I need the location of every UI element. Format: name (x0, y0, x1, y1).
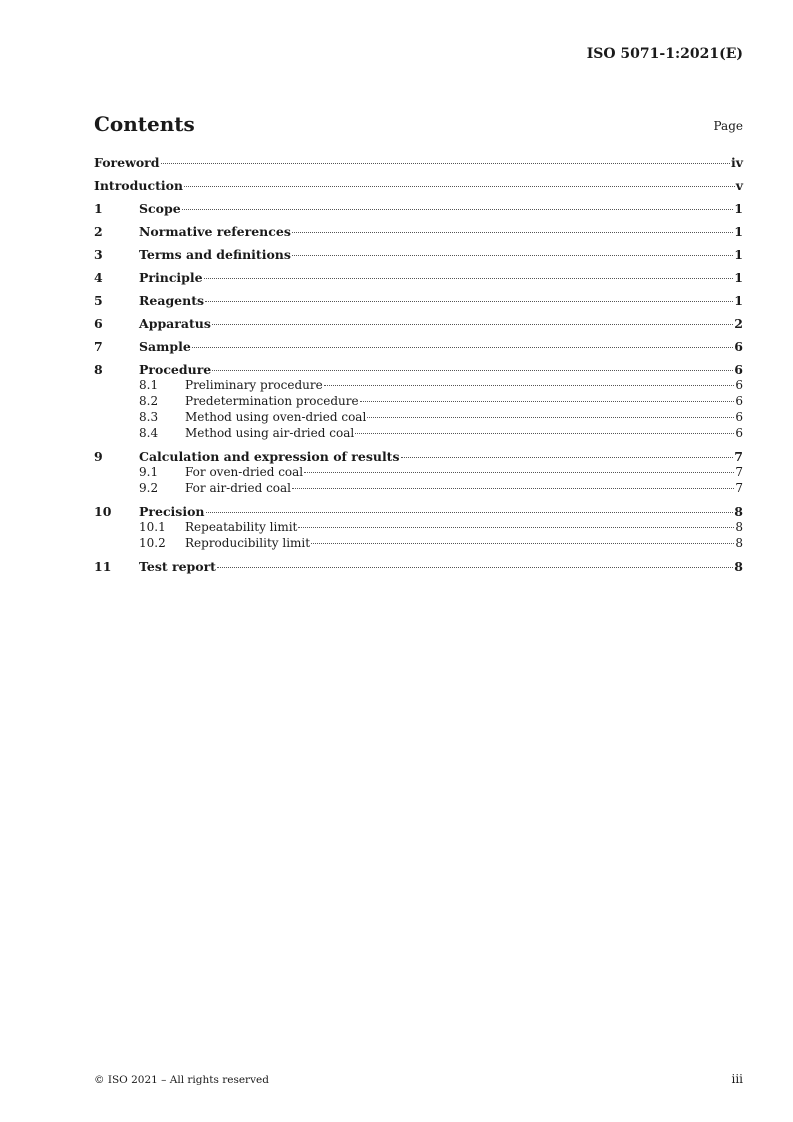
toc-subentry-title: For air-dried coal (185, 481, 292, 495)
toc-subentry[interactable] (94, 480, 743, 496)
toc-entry-number: 1 (94, 201, 103, 216)
toc-entry-number: 7 (94, 339, 103, 354)
toc-subentry-title: Method using air-dried coal (185, 426, 355, 440)
toc-entry-title: Reagents (139, 293, 205, 308)
toc-subentry-number: 9.2 (139, 481, 159, 495)
toc-dot-leader (355, 433, 734, 434)
toc-subentry-page: 6 (735, 378, 743, 392)
toc-entry-page: 8 (734, 559, 743, 574)
toc-entry-page: 1 (734, 293, 743, 308)
toc-subentry-number: 10.1 (139, 520, 166, 534)
toc-entry[interactable] (94, 316, 743, 331)
toc-entry-title: Test report (139, 559, 216, 574)
toc-subentry-title: For oven-dried coal (185, 465, 304, 479)
toc-subentry-title: Method using oven-dried coal (185, 410, 367, 424)
toc-subentry-number: 8.4 (139, 426, 159, 440)
toc-subentry[interactable] (94, 535, 743, 551)
toc-subentry-number: 9.1 (139, 465, 159, 479)
toc-entry-number: 4 (94, 270, 103, 285)
toc-entry-number: 3 (94, 247, 103, 262)
toc-entry-number: 2 (94, 224, 103, 239)
toc-entry[interactable] (94, 224, 743, 239)
toc-subentry[interactable] (94, 425, 743, 441)
toc-entry-title: Precision (139, 504, 205, 519)
toc-entry-page: 6 (734, 362, 743, 377)
toc-dot-leader (161, 163, 730, 164)
toc-dot-leader (212, 370, 733, 371)
toc-entry-title: Terms and definitions (139, 247, 291, 262)
toc-subentry-page: 6 (735, 410, 743, 424)
toc-subentry[interactable] (94, 409, 743, 425)
toc-subentry-number: 10.2 (139, 536, 166, 550)
toc-dot-leader (367, 417, 734, 418)
toc-dot-leader (217, 567, 733, 568)
toc-entry-page: 1 (734, 270, 743, 285)
toc-entry-number: 9 (94, 449, 103, 464)
toc-dot-leader (204, 278, 734, 279)
toc-dot-leader (311, 543, 734, 544)
toc-entry-page: 1 (734, 201, 743, 216)
toc-subentry[interactable] (94, 464, 743, 480)
toc-entry-number: 11 (94, 559, 112, 574)
toc-entry-page: 2 (734, 316, 743, 331)
toc-entry-title: Calculation and expression of results (139, 449, 400, 464)
toc-entry-page: v (735, 178, 743, 193)
toc-entry[interactable] (94, 449, 743, 464)
toc-entry[interactable] (94, 559, 743, 574)
toc-entry-number: 6 (94, 316, 103, 331)
toc-entry-number: 5 (94, 293, 103, 308)
toc-dot-leader (304, 472, 734, 473)
toc-entry-title: Foreword (94, 155, 160, 170)
toc-dot-leader (401, 457, 734, 458)
toc-subentry-page: 6 (735, 394, 743, 408)
toc-subentry-title: Predetermination procedure (185, 394, 359, 408)
toc-subentry-title: Repeatability limit (185, 520, 298, 534)
toc-subentry-number: 8.1 (139, 378, 159, 392)
toc-subentry-number: 8.3 (139, 410, 159, 424)
toc-dot-leader (182, 209, 734, 210)
toc-subentry-number: 8.2 (139, 394, 159, 408)
footer-copyright: © ISO 2021 – All rights reserved (94, 1074, 269, 1086)
toc-subentry[interactable] (94, 393, 743, 409)
toc-subentry-page: 7 (735, 465, 743, 479)
toc-dot-leader (292, 255, 733, 256)
toc-entry-number: 10 (94, 504, 112, 519)
toc-subentry-title: Reproducibility limit (185, 536, 311, 550)
toc-dot-leader (184, 186, 735, 187)
footer-page-number: iii (731, 1072, 743, 1086)
toc-entry[interactable] (94, 270, 743, 285)
toc-entry-page: 7 (734, 449, 743, 464)
toc-entry-title: Normative references (139, 224, 291, 239)
toc-entry-page: iv (730, 155, 743, 170)
toc-dot-leader (360, 401, 735, 402)
toc-entry-page: 1 (734, 247, 743, 262)
table-of-contents (94, 155, 743, 574)
toc-entry-title: Scope (139, 201, 181, 216)
toc-subentry-page: 8 (735, 536, 743, 550)
toc-entry[interactable] (94, 178, 743, 193)
toc-entry-page: 1 (734, 224, 743, 239)
toc-dot-leader (205, 301, 733, 302)
document-id: ISO 5071-1:2021(E) (586, 46, 743, 62)
toc-entry-title: Apparatus (139, 316, 211, 331)
toc-entry-title: Principle (139, 270, 203, 285)
contents-heading: Contents (94, 112, 195, 136)
toc-dot-leader (192, 347, 734, 348)
toc-entry-page: 8 (734, 504, 743, 519)
toc-entry[interactable] (94, 339, 743, 354)
toc-entry-title: Sample (139, 339, 191, 354)
toc-dot-leader (324, 385, 735, 386)
toc-dot-leader (298, 527, 734, 528)
toc-entry[interactable] (94, 362, 743, 377)
toc-subentry-page: 8 (735, 520, 743, 534)
toc-entry[interactable] (94, 293, 743, 308)
toc-dot-leader (292, 232, 733, 233)
toc-subentry-page: 6 (735, 426, 743, 440)
toc-entry-page: 6 (734, 339, 743, 354)
toc-entry[interactable] (94, 504, 743, 519)
toc-dot-leader (212, 324, 733, 325)
toc-entry[interactable] (94, 155, 743, 170)
toc-subentry-page: 7 (735, 481, 743, 495)
toc-entry-title: Procedure (139, 362, 212, 377)
toc-subentry-title: Preliminary procedure (185, 378, 323, 392)
toc-subentry[interactable] (94, 519, 743, 535)
toc-entry[interactable] (94, 201, 743, 216)
toc-subentry[interactable] (94, 377, 743, 393)
toc-entry[interactable] (94, 247, 743, 262)
page-column-label: Page (713, 119, 743, 133)
toc-dot-leader (292, 488, 734, 489)
toc-entry-title: Introduction (94, 178, 184, 193)
toc-dot-leader (206, 512, 734, 513)
toc-entry-number: 8 (94, 362, 103, 377)
